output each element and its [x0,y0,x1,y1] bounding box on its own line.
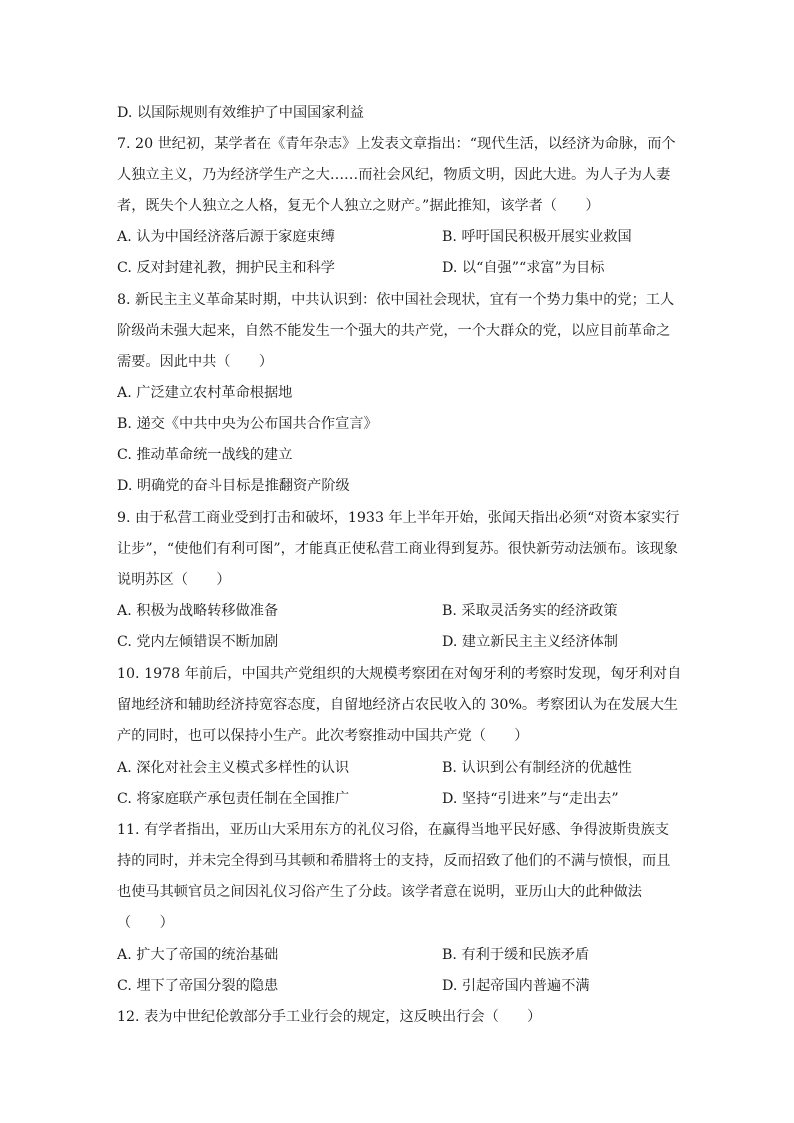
q8-option-c: C. 推动革命统一战线的建立 [117,447,293,463]
q10-option-d: D. 坚持“引进来”与“走出去” [442,791,619,807]
q7-stem-line-3: 者，既失个人独立之人格，复无个人独立之财产。”据此推知，该学者（ ） [117,198,600,214]
q9-stem-line-3: 说明苏区（ ） [117,572,231,588]
q11-option-d: D. 引起帝国内普遍不满 [442,978,590,994]
q9-stem-line-2: 让步”，“使他们有利可图”，才能真正使私营工商业得到复苏。很快新劳动法颁布。该现象 [117,541,678,557]
q11-stem-line-2: 持的同时，并未完全得到马其顿和希腊将士的支持，反而招致了他们的不满与愤恨，而且 [117,853,671,869]
q10-options-row-1 [117,758,677,778]
q9-option-d: D. 建立新民主主义经济体制 [442,634,618,650]
q7-option-b: B. 呼吁国民积极开展实业救国 [442,229,632,245]
q10-stem-line-1: 10. 1978 年前后，中国共产党组织的大规模考察团在对匈牙利的考察时发现，匈牙利对自 [117,666,682,682]
q8-option-a: A. 广泛建立农村革命根据地 [117,385,293,401]
q9-option-c: C. 党内左倾错误不断加剧 [117,634,279,650]
q10-options-row-2 [117,789,677,809]
q7-stem-line-1: 7. 20 世纪初，某学者在《青年杂志》上发表文章指出：“现代生活，以经济为命脉，而个 [117,136,676,152]
q11-stem-line-1: 11. 有学者指出，亚历山大采用东方的礼仪习俗，在赢得当地平民好感、争得波斯贵族支 [117,822,670,838]
q7-options-row-2 [117,258,677,278]
q11-options-row-2 [117,976,677,996]
q9-option-a: A. 积极为战略转移做准备 [117,603,279,619]
q9-options-row-2 [117,632,677,652]
q9-options-row-1 [117,601,677,621]
q12-stem-line-1: 12. 表为中世纪伦敦部分手工业行会的规定，这反映出行会（ ） [117,1009,542,1025]
q8-stem-line-1: 8. 新民主主义革命某时期，中共认识到：依中国社会现状，宜有一个势力集中的党；工人 [117,292,675,308]
q8-stem-line-3: 需要。因此中共（ ） [117,354,274,370]
q7-option-d: D. 以“自强”“求富”为目标 [442,260,605,276]
q11-answer-parens: （ ） [117,915,174,931]
q7-option-a: A. 认为中国经济落后源于家庭束缚 [117,229,335,245]
q6-option-d: D. 以国际规则有效维护了中国国家利益 [117,105,364,121]
q11-option-a: A. 扩大了帝国的统治基础 [117,947,279,963]
q11-stem-line-3: 也使马其顿官员之间因礼仪习俗产生了分歧。该学者意在说明，亚历山大的此种做法 [117,884,642,900]
q10-option-b: B. 认识到公有制经济的优越性 [442,760,632,776]
q9-stem-line-1: 9. 由于私营工商业受到打击和破坏，1933 年上半年开始，张闻天指出必须“对资本家实行 [117,510,680,526]
q7-stem-line-2: 人独立主义，乃为经济学生产之大……而社会风纪，物质文明，因此大进。为人子为人妻 [117,167,671,183]
q10-option-c: C. 将家庭联产承包责任制在全国推广 [117,791,350,807]
q11-option-c: C. 埋下了帝国分裂的隐患 [117,978,279,994]
q8-option-b: B. 递交《中共中央为公布国共合作宣言》 [117,416,378,432]
q11-options-row-1 [117,945,677,965]
q8-stem-line-2: 阶级尚未强大起来，自然不能发生一个强大的共产党，一个大群众的党，以应目前革命之 [117,323,671,339]
q10-stem-line-2: 留地经济和辅助经济持宽容态度，自留地经济占农民收入的 30%。考察团认为在发展大生 [117,697,678,713]
q10-stem-line-3: 产的同时，也可以保持小生产。此次考察推动中国共产党（ ） [117,728,529,744]
q8-option-d: D. 明确党的奋斗目标是推翻资产阶级 [117,478,350,494]
q7-options-row-1 [117,227,677,247]
q10-option-a: A. 深化对社会主义模式多样性的认识 [117,760,350,776]
q7-option-c: C. 反对封建礼教，拥护民主和科学 [117,260,335,276]
q11-option-b: B. 有利于缓和民族矛盾 [442,947,590,963]
q9-option-b: B. 采取灵活务实的经济政策 [442,603,618,619]
